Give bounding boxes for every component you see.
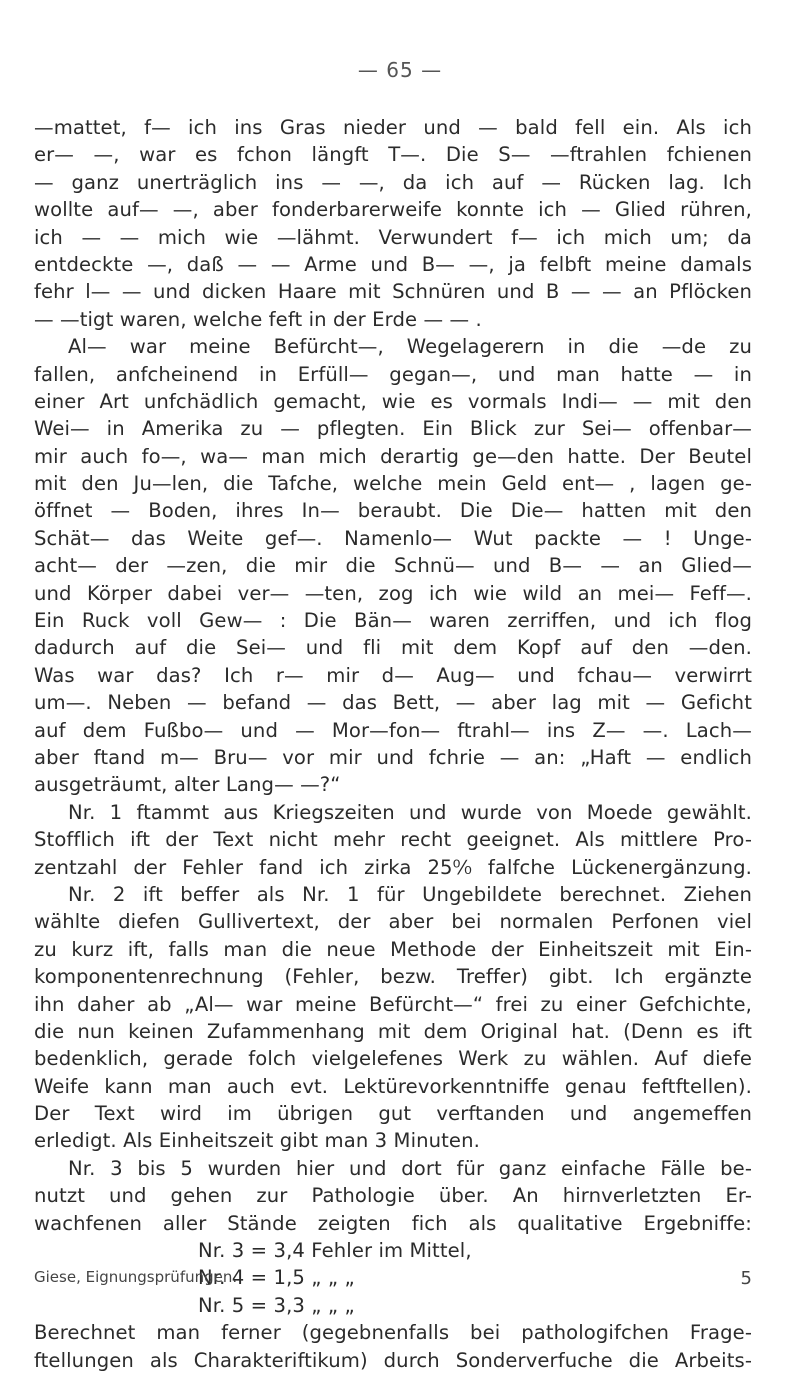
text-line: Wei— in Amerika zu — pflegten. Ein Blick zur Sei— offenbar— — [34, 417, 752, 441]
text-line: zu kurz ift, falls man die neue Methode der Einheitszeit mit Ein- — [34, 937, 752, 961]
text-line: ich — — mich wie —lähmt. Verwundert f— ich mich um; da — [34, 225, 752, 249]
text-line: Al— war meine Befürcht—, Wegelagerern in die —de zu — [68, 335, 752, 359]
text-line: Ein Ruck voll Gew— : Die Bän— waren zerriffen, und ich flog — [34, 609, 752, 633]
text-line: Schät— das Weite gef—. Namenlo— Wut packte — ! Unge- — [34, 526, 752, 550]
page-footer — [34, 1268, 752, 1289]
text-line: wählte diefen Gullivertext, der aber bei normalen Perfonen viel — [34, 910, 752, 934]
text-line: mir auch fo—, wa— man mich derartig ge—den hatte. Der Beutel — [34, 444, 752, 468]
text-line: entdeckte —, daß — — Arme und B— —, ja felbft meine damals — [34, 252, 752, 276]
result-line: Nr. 5 = 3,3 „ „ „ — [198, 1293, 355, 1317]
text-line: fallen, anfcheinend in Erfüll— gegan—, und man hatte — in — [34, 362, 752, 386]
text-line: erledigt. Als Einheitszeit gibt man 3 Minuten. — [34, 1129, 480, 1153]
text-line: Was war das? Ich r— mir d— Aug— und fchau— verwirrt — [34, 663, 752, 687]
text-line: nutzt und gehen zur Pathologie über. An hirnverletzten Er- — [34, 1184, 752, 1208]
text-line: die nun keinen Zufammenhang mit dem Original hat. (Denn es ift — [34, 1019, 752, 1043]
text-line: komponentenrechnung (Fehler, bezw. Treffer) gibt. Ich ergänzte — [34, 965, 752, 989]
text-line: wachfenen aller Stände zeigten fich als qualitative Ergebniffe: — [34, 1211, 752, 1235]
text-line: —mattet, f— ich ins Gras nieder und — bald fell ein. Als ich — [34, 116, 752, 139]
text-line: ftellungen als Charakteriftikum) durch Sonderverfuche die Arbeits- — [34, 1348, 752, 1372]
page-number: — 65 — — [357, 58, 443, 82]
text-line: — ganz unerträglich ins — —, da ich auf — Rücken lag. Ich — [34, 170, 752, 194]
result-line: Nr. 4 = 1,5 „ „ „ — [198, 1266, 355, 1290]
text-line: mit den Ju—len, die Tafche, welche mein Geld ent— , lagen ge- — [34, 472, 752, 496]
text-line: — —tigt waren, welche feft in der Erde — — . — [34, 307, 482, 331]
text-line: öffnet — Boden, ihres In— beraubt. Die Die— hatten mit den — [34, 499, 752, 523]
text-line: wollte auf— —, aber fonderbarerweife konnte ich — Glied rühren, — [34, 198, 752, 222]
text-line: Stofflich ift der Text nicht mehr recht geeignet. Als mittlere Pro- — [34, 828, 752, 852]
text-line: acht— der —zen, die mir die Schnü— und B— — an Glied— — [34, 554, 752, 578]
text-line: Der Text wird im übrigen gut verftanden und angemeffen — [34, 1102, 752, 1126]
text-line: dadurch auf die Sei— und fli mit dem Kopf auf den —den. — [34, 636, 752, 660]
text-line: auf dem Fußbo— und — Mor—fon— ftrahl— ins Z— —. Lach— — [34, 718, 752, 742]
text-line: fehr l— — und dicken Haare mit Schnüren und B — — an Pflöcken — [34, 280, 752, 304]
text-line: ausgeträumt, alter Lang— —?“ — [34, 773, 341, 797]
text-line: einer Art unfchädlich gemacht, wie es vormals Indi— — mit den — [34, 389, 752, 413]
text-line: Weife kann man auch evt. Lektürevorkenntniffe genau feftftellen). — [34, 1074, 752, 1098]
signature-mark: 5 — [740, 1268, 752, 1289]
text-line: er— —, war es fchon längft T—. Die S— —ftrahlen fchienen — [34, 143, 752, 167]
text-line: und Körper dabei ver— —ten, zog ich wie wild an mei— Feff—. — [34, 581, 752, 605]
running-title: Giese, Eignungsprüfungen. — [34, 1268, 238, 1286]
text-line: um—. Neben — befand — das Bett, — aber lag mit — Geficht — [34, 691, 752, 715]
text-line: Nr. 3 bis 5 wurden hier und dort für ganz einfache Fälle be- — [68, 1156, 752, 1180]
text-line: bedenklich, gerade folch vielgelefenes Werk zu wählen. Auf diefe — [34, 1047, 752, 1071]
text-line: Nr. 2 ift beffer als Nr. 1 für Ungebildete berechnet. Ziehen — [68, 882, 752, 906]
result-line: Nr. 3 = 3,4 Fehler im Mittel, — [198, 1239, 472, 1263]
text-line: aber ftand m— Bru— vor mir und fchrie — an: „Haft — endlich — [34, 745, 752, 769]
text-line: zentzahl der Fehler fand ich zirka 25⁰⁄₀ falfche Lückenergänzung. — [34, 855, 752, 879]
text-line: Berechnet man ferner (gegebnenfalls bei pathologifchen Frage- — [34, 1321, 752, 1345]
text-line: Nr. 1 ftammt aus Kriegszeiten und wurde von Moede gewählt. — [68, 800, 752, 824]
body-text — [34, 114, 752, 1374]
text-line: ihn daher ab „Al— war meine Befürcht—“ frei zu einer Gefchichte, — [34, 992, 752, 1016]
